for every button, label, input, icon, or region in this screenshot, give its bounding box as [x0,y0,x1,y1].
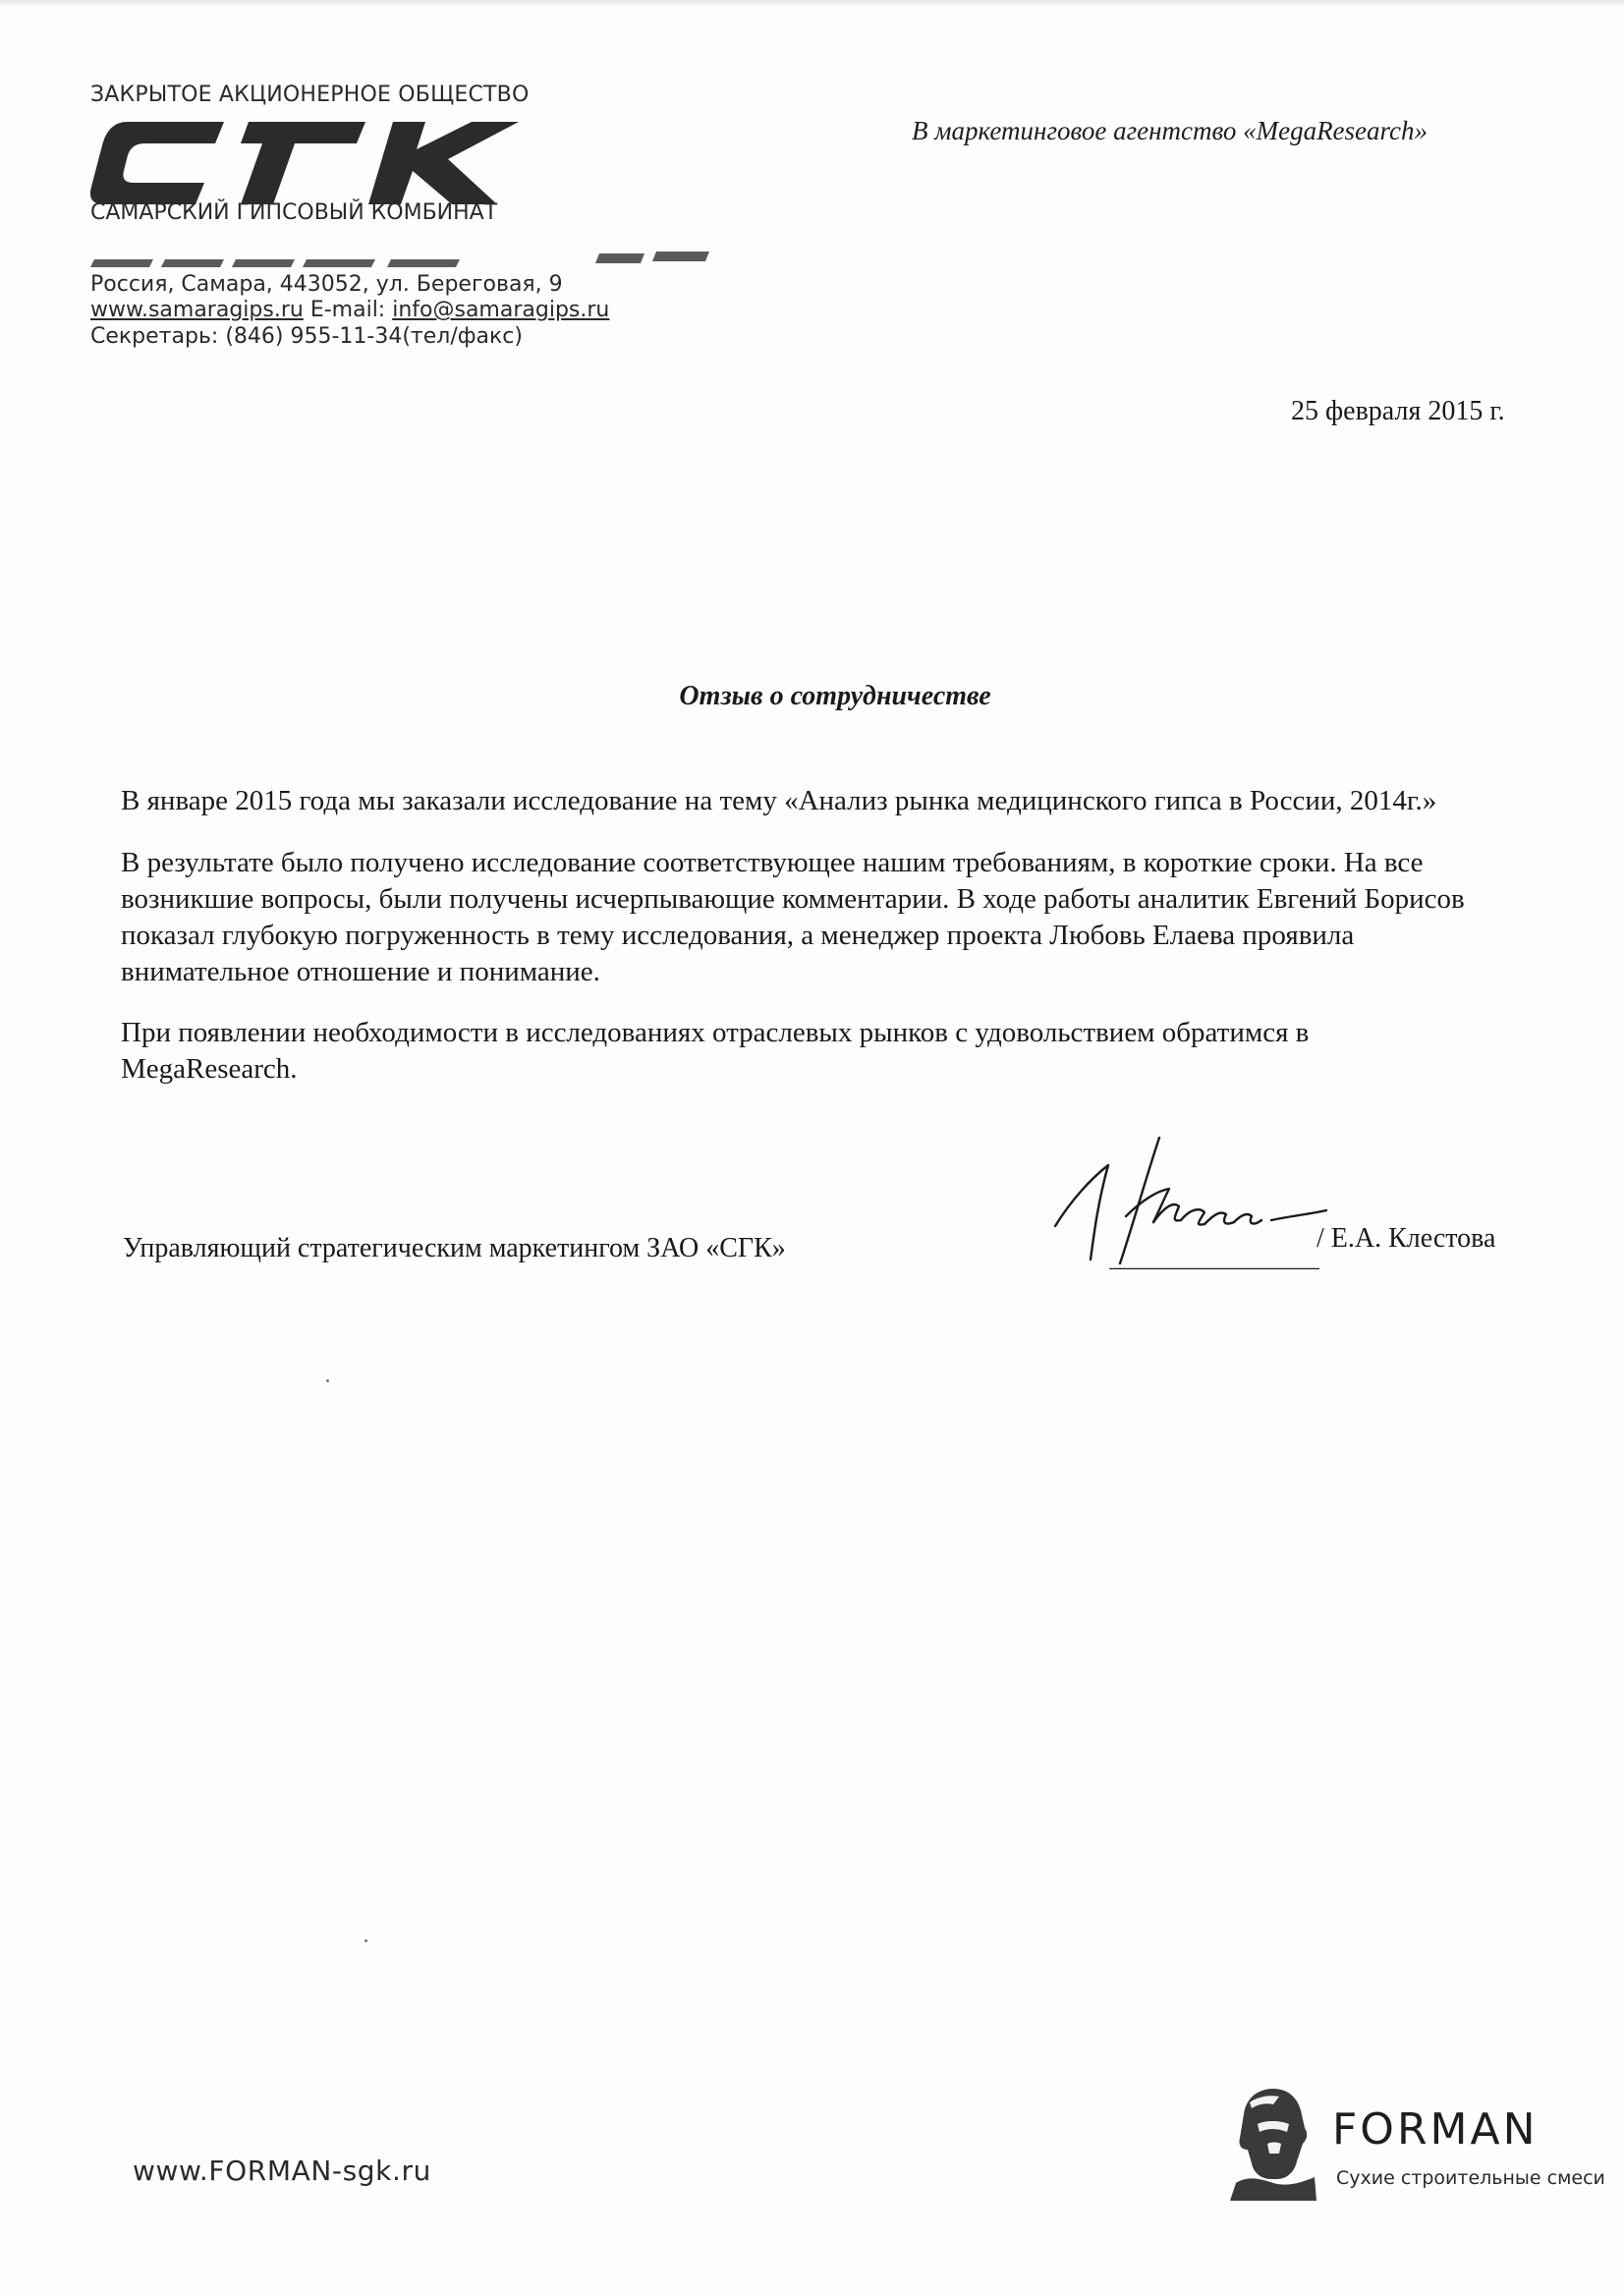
signatory-name: / Е.А. Клестова [1316,1223,1496,1254]
handwritten-signature [1051,1132,1336,1269]
paragraph-line: В январе 2015 года мы заказали исследование на тему «Анализ рынка медицинского гипса в России, 2014г.» [121,785,1437,816]
footer-website: www.FORMAN-sgk.ru [133,2155,431,2187]
paragraph-line: При появлении необходимости в исследованиях отраслевых рынков с удовольствием обратимся в [121,1017,1310,1048]
company-address: Россия, Самара, 443052, ул. Береговая, 9 [90,272,563,297]
logo-stripes [88,240,717,267]
secretary-phone: Секретарь: (846) 955-11-34(тел/факс) [90,324,523,349]
paragraph-line: MegaResearch. [121,1053,298,1085]
paragraph-line: внимательное отношение и понимание. [121,956,600,987]
company-email-link[interactable]: info@samaragips.ru [392,298,610,322]
scan-speck [364,1939,367,1942]
paragraph-line: показал глубокую погруженность в тему исследования, а менеджер проекта Любовь Елаева проявила [121,920,1355,951]
company-type-label: ЗАКРЫТОЕ АКЦИОНЕРНОЕ ОБЩЕСТВО [90,83,530,107]
letter-date: 25 февраля 2015 г. [1291,396,1505,426]
company-website-link[interactable]: www.samaragips.ru [90,298,304,322]
company-name: САМАРСКИЙ ГИПСОВЫЙ КОМБИНАТ [90,200,498,225]
forman-brand-name: FORMAN [1332,2104,1539,2155]
forman-tagline: Сухие строительные смеси [1336,2167,1605,2189]
recipient-line: В маркетинговое агентство «MegaResearch» [912,116,1428,145]
forman-warrior-emblem [1228,2085,1318,2201]
paragraph-line: В результате было получено исследование соответствующее нашим требованиям, в короткие сроки. На все [121,847,1424,878]
paragraph-line: возникшие вопросы, были получены исчерпывающие комментарии. В ходе работы аналитик Евгений Борисов [121,883,1465,915]
scan-edge-shadow [0,0,1624,6]
body-paragraph-1 [121,783,1526,819]
signatory-role: Управляющий стратегическим маркетингом ЗАО «СГК» [123,1233,786,1263]
scan-speck [326,1379,329,1382]
letter-title: Отзыв о сотрудничестве [679,681,991,711]
email-label: E-mail: [309,298,386,322]
body-paragraph-3 [121,1015,1526,1088]
body-paragraph-2 [121,845,1526,990]
company-contacts [90,298,609,322]
